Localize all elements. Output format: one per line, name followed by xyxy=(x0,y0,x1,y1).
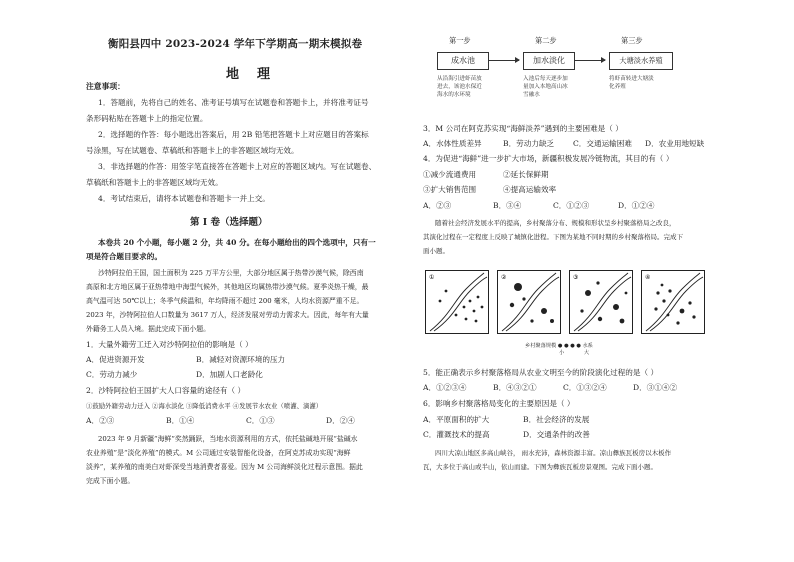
step-2-note: 量加入本地高山冰 xyxy=(523,84,568,90)
subject-title: 地理 xyxy=(226,67,289,82)
q2-option-a: A．②③ xyxy=(86,416,115,425)
panel-1 xyxy=(425,270,489,334)
q4-statement-3: ③扩大销售范围 xyxy=(423,185,477,194)
legend-big: 大 xyxy=(583,350,590,356)
q2-statements: ①鼓励外籍劳动力迁入 ②海水淡化 ③降低消费水平 ④发展节水农业（喷灌、滴灌） xyxy=(86,402,323,410)
q5-option-d: D．③①④② xyxy=(633,383,678,392)
passage-line: 沙特阿拉伯王国，国土面积为 225 万平方公里，大部分地区属于热带沙漠气候，除西南 xyxy=(98,269,364,277)
q2-option-d: D．②④ xyxy=(326,416,355,425)
notice-line: 3．非选择题的作答：用签字笔直接答在答题卡上对应的答题区域内。写在试题卷、 xyxy=(98,162,377,171)
notice-heading: 注意事项： xyxy=(86,82,125,91)
q1-option-d: D．加剧人口老龄化 xyxy=(196,370,263,379)
panel-2-label: ② xyxy=(501,274,507,281)
q5-option-a: A．①②③④ xyxy=(423,383,467,392)
q1-option-c: C．劳动力减少 xyxy=(86,370,138,379)
panel-3 xyxy=(569,270,633,334)
q4-option-c: C．①②③ xyxy=(553,201,590,210)
q6-option-d: D．交通条件的改善 xyxy=(523,430,590,439)
panel-2 xyxy=(497,270,561,334)
settlement-pattern-figure xyxy=(425,270,725,370)
q2-option-c: C．①③ xyxy=(246,416,275,425)
legend-small: 小 xyxy=(559,350,565,356)
process-flow-diagram xyxy=(437,36,727,126)
passage3-line: 其演化过程在一定程度上反映了城镇化进程。下图为某地不同时期的乡村聚落格局。完成下 xyxy=(423,233,683,241)
q4-statement-2: ②延长保鲜期 xyxy=(503,170,549,179)
q5-option-c: C．①③②④ xyxy=(563,383,607,392)
legend-text: 乡村聚落规模 ● ● ● ● 水系 xyxy=(525,343,593,349)
q3-option-c: C．交通运输困难 xyxy=(573,139,632,148)
q6-option-a: A．平原面积的扩大 xyxy=(423,415,490,424)
passage-line: 外籍务工人员入境。据此完成下面小题。 xyxy=(86,325,211,333)
step-2-label: 第二步 xyxy=(535,36,557,45)
q6-option-b: B．社会经济的发展 xyxy=(523,415,590,424)
q6-option-c: C．灌溉技术的提高 xyxy=(423,430,490,439)
q3-option-d: D．农业用地短缺 xyxy=(645,139,705,148)
arrow-icon xyxy=(489,60,519,61)
arrow-icon xyxy=(575,60,605,61)
q5-option-b: B．④③②① xyxy=(493,383,537,392)
step-1-note: 从沿海引进虾苗放 xyxy=(437,76,482,82)
step-1-note: 海水的水环境 xyxy=(437,92,471,98)
notice-line: 条形码粘贴在答题卡上的指定位置。 xyxy=(86,114,208,123)
passage3-line: 面小题。 xyxy=(423,247,449,255)
passage4-line: 四川大凉山地区多高山峡谷， 雨水充沛，森林资源丰富。凉山彝族瓦板房以木板作 xyxy=(435,449,672,457)
step-1-box: 成水池 xyxy=(437,52,489,70)
passage-line: 2023 年，沙特阿拉伯人口数量为 3617 万人，经济发展对劳动力需求大。因此，每年有大量 xyxy=(86,311,369,319)
q3-option-b: B．劳动力缺乏 xyxy=(503,139,555,148)
exam-title: 衡阳县四中 2023-2024 学年下学期高一期末模拟卷 xyxy=(108,38,363,50)
passage2-line: 农业养殖”是“淡化养殖”的模式。M 公司通过安装智能化设备，在阿克苏成功实现“海鲜 xyxy=(86,449,351,457)
q4-option-d: D．①②④ xyxy=(618,201,655,210)
passage3-line: 随着社会经济发展水平的提高，乡村聚落分布、规模和形状呈乡村聚落格局之改良， xyxy=(435,219,676,227)
notice-line: 1．答题前，先将自己的姓名、准考证号填写在试题卷和答题卡上，并将准考证号 xyxy=(98,98,369,107)
figure-legend xyxy=(525,342,593,356)
passage4-line: 瓦，大多位于高山或半山，依山而建。下图为彝族瓦板房景观图。完成下面小题。 xyxy=(423,463,657,471)
notice-line: 2．选择题的作答：每小题选出答案后，用 2B 铅笔把答题卡上对应题目的答案标 xyxy=(98,130,369,139)
q2-option-b: B．①④ xyxy=(166,416,195,425)
q4-statement-1: ①减少流通费用 xyxy=(423,170,477,179)
panel-1-map xyxy=(426,271,488,333)
passage2-line: 2023 年 9 月新疆“海鲜”奖然踊跃，当地水资源利用的方式，依托盐碱地开展“盐碱水 xyxy=(98,435,358,443)
step-2-note: 雪融水 xyxy=(523,92,540,98)
step-3-note: 将虾苗转进大塘淡 xyxy=(609,76,654,82)
passage-line: 高原和北方地区属于亚热带地中海型气候外，其他地区均属热带沙漠气候。夏季炎热干燥，最 xyxy=(86,283,369,291)
step-2-box: 加水淡化 xyxy=(523,52,575,70)
section-instruction: 项是符合题目要求的。 xyxy=(86,252,162,261)
q4-option-b: B．③④ xyxy=(493,201,522,210)
question-5: 5．能正确表示乡村聚落格局从农业文明至今的阶段演化过程的是（ ） xyxy=(423,368,659,377)
q4-statement-4: ④提高运输效率 xyxy=(503,185,557,194)
question-1: 1．大量外籍劳工迁入对沙特阿拉伯的影响是（ ） xyxy=(86,340,253,349)
step-3-box: 大塘淡水养殖 xyxy=(609,52,673,70)
passage-line: 高气温可达 50℃以上；冬季气候温和，年均降雨不超过 200 毫米，人均水资源严重不足。 xyxy=(86,297,364,305)
question-4: 4．为促进“海鲜”进一步扩大市场，新疆积极发展冷链物流，其目的有（ ） xyxy=(423,154,674,163)
passage2-line: 完成下面小题。 xyxy=(86,477,135,485)
question-2: 2．沙特阿拉伯王国扩大人口容量的途径有（ ） xyxy=(86,386,246,395)
panel-4 xyxy=(641,270,705,334)
q1-option-a: A．促进资源开发 xyxy=(86,355,145,364)
question-3: 3．M 公司在阿克苏实现“海鲜淡养”遇到的主要困难是（ ） xyxy=(423,124,623,133)
panel-3-map xyxy=(570,271,632,333)
notice-line: 草稿纸和答题卡上的非答题区域均无效。 xyxy=(86,178,223,187)
notice-line: 4．考试结束后，请将本试题卷和答题卡一并上交。 xyxy=(98,194,270,203)
section-title: 第 I 卷（选择题） xyxy=(190,217,268,228)
q3-option-a: A．水体性质差异 xyxy=(423,139,482,148)
step-2-note: 入池后每天逐步加 xyxy=(523,76,568,82)
notice-line: 号涂黑，写在试题卷、草稿纸和答题卡上的非答题区域均无效。 xyxy=(86,146,299,155)
panel-3-label: ③ xyxy=(573,274,579,281)
q1-option-b: B．减轻对资源环境的压力 xyxy=(196,355,286,364)
step-3-label: 第三步 xyxy=(621,36,643,45)
panel-4-map xyxy=(642,271,704,333)
panel-2-map xyxy=(498,271,560,333)
step-1-note: 进去，该池水保近 xyxy=(437,84,482,90)
panel-1-label: ① xyxy=(429,274,435,281)
step-3-note: 化养殖 xyxy=(609,84,626,90)
panel-4-label: ④ xyxy=(645,274,651,281)
section-instruction: 本卷共 20 个小题，每小题 2 分，共 40 分。在每小题给出的四个选项中，只有一 xyxy=(98,238,376,247)
step-1-label: 第一步 xyxy=(449,36,471,45)
q4-option-a: A．②③ xyxy=(423,201,452,210)
question-6: 6．影响乡村聚落格局变化的主要原因是（ ） xyxy=(423,399,575,408)
passage2-line: 淡养”，某养殖的南美白对虾深受当地消费者喜爱。因为 M 公司海鲜淡化过程示意图。据此 xyxy=(86,463,363,471)
